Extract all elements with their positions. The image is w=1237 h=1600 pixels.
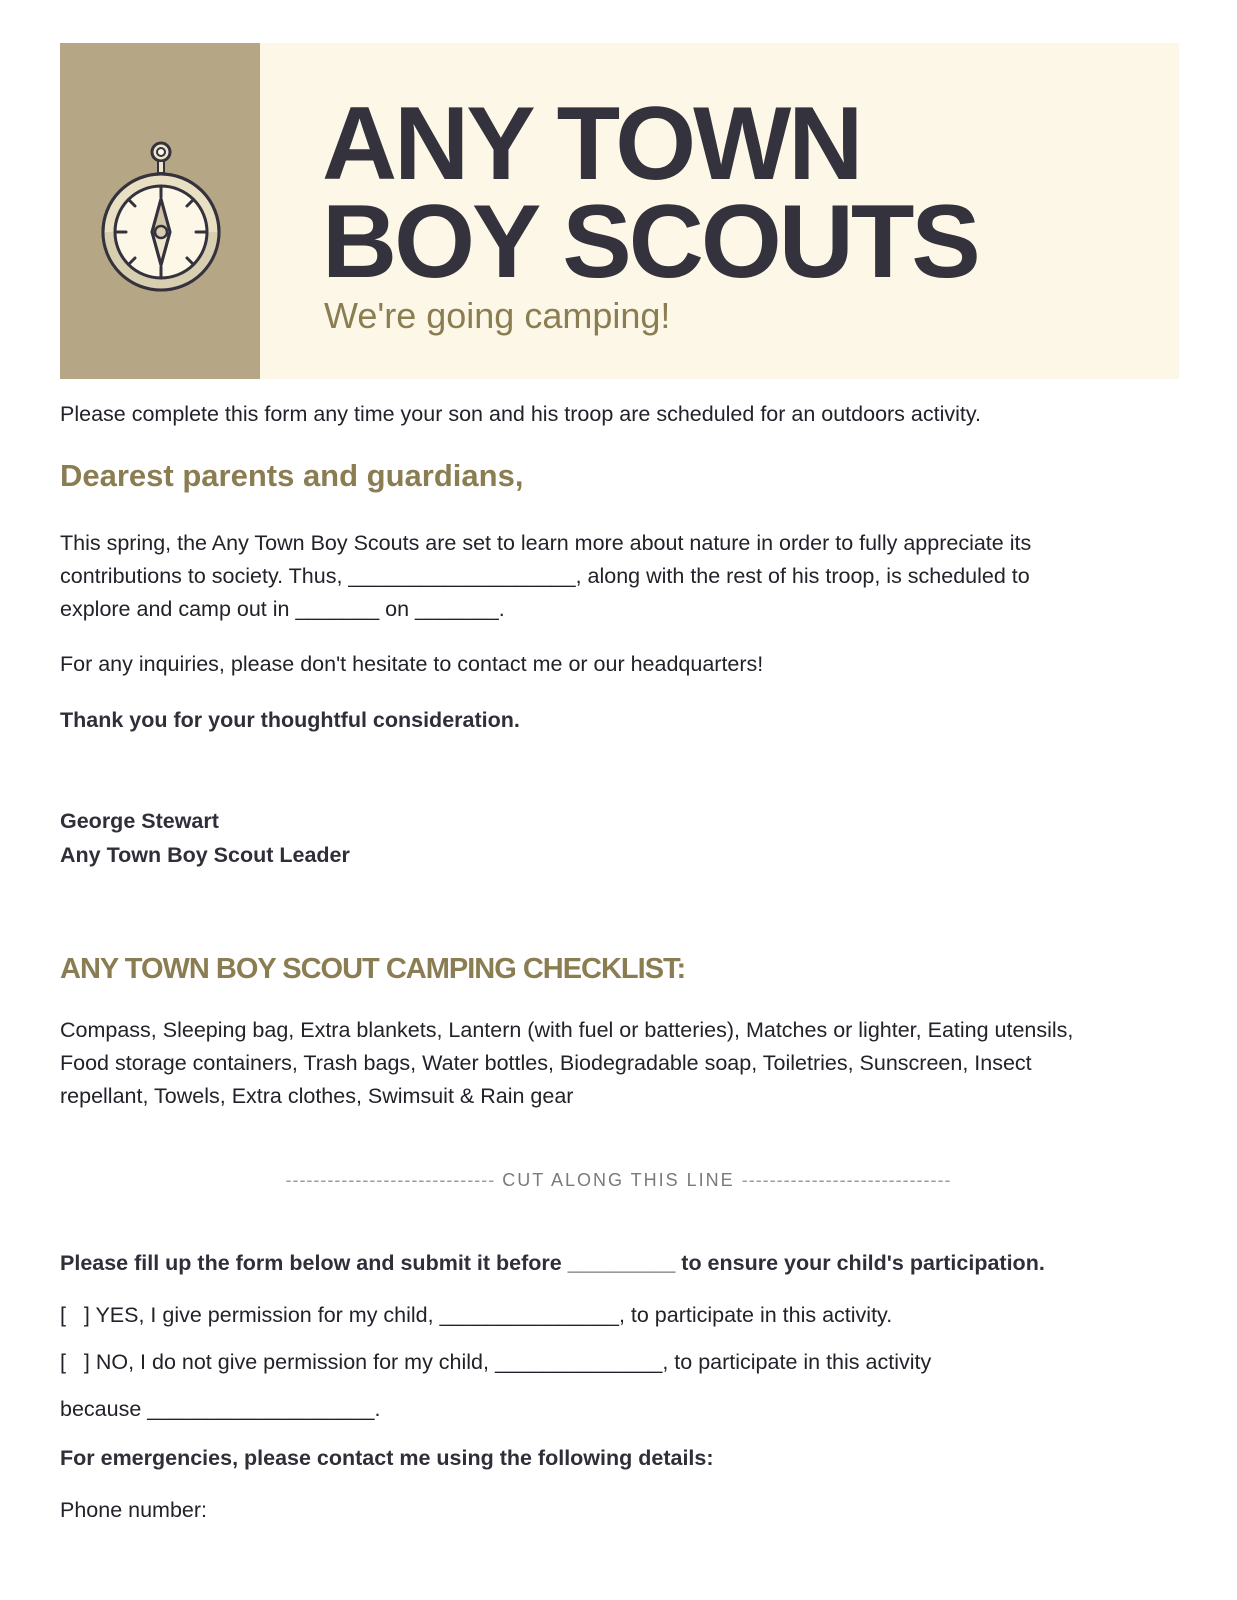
checklist-line: repellant, Towels, Extra clothes, Swimsuit & Rain gear [60,1084,574,1108]
checklist-line: Food storage containers, Trash bags, Water bottles, Biodegradable soap, Toiletries, Sunscreen, Insect [60,1051,1032,1075]
signer-title: Any Town Boy Scout Leader [60,843,350,867]
page-title [322,86,978,300]
emergency-heading: For emergencies, please contact me using the following details: [60,1446,714,1470]
letter-body [60,527,1031,626]
because-line: because ___________________. [60,1397,381,1421]
checklist-line: Compass, Sleeping bag, Extra blankets, Lantern (with fuel or batteries), Matches or lighter, Eating utensils, [60,1018,1074,1042]
yes-checkbox[interactable]: [ ] [60,1303,90,1327]
form-instruction: Please fill up the form below and submit it before _________ to ensure your child's participation. [60,1251,1045,1275]
cut-line [0,1170,1237,1191]
yes-label: YES, I give permission for my child, _______________, to participate in this activity. [95,1303,893,1327]
no-option [60,1346,931,1379]
cut-label: CUT ALONG THIS LINE [502,1170,735,1190]
compass-icon [98,135,224,295]
signer-name: George Stewart [60,809,219,833]
letter-body-line: contributions to society. Thus, ___________________, along with the rest of his troop, is scheduled to [60,564,1030,588]
checklist-heading: ANY TOWN BOY SCOUT CAMPING CHECKLIST: [60,953,686,985]
no-checkbox[interactable]: [ ] [60,1350,90,1374]
phone-label: Phone number: [60,1498,208,1522]
intro-text: Please complete this form any time your son and his troop are scheduled for an outdoors activity. [60,402,981,426]
header-banner [60,43,1179,379]
title-line-1: ANY TOWN [322,86,861,202]
title-line-2: BOY SCOUTS [322,184,978,300]
tagline: We're going camping! [324,295,671,336]
checklist-items [60,1014,1073,1113]
header-side-panel [60,43,260,379]
salutation: Dearest parents and guardians, [60,458,524,493]
thanks-text: Thank you for your thoughtful consideration. [60,708,520,732]
inquiries-text: For any inquiries, please don't hesitate to contact me or our headquarters! [60,652,764,676]
yes-option [60,1299,892,1332]
cut-dashes-left: ------------------------------ [285,1170,496,1190]
cut-dashes-right: ------------------------------ [741,1170,952,1190]
letter-body-line: explore and camp out in _______ on _______. [60,597,505,621]
letter-body-line: This spring, the Any Town Boy Scouts are set to learn more about nature in order to fully appreciate its [60,531,1032,555]
no-label: NO, I do not give permission for my child, ______________, to participate in this activity [95,1350,932,1374]
